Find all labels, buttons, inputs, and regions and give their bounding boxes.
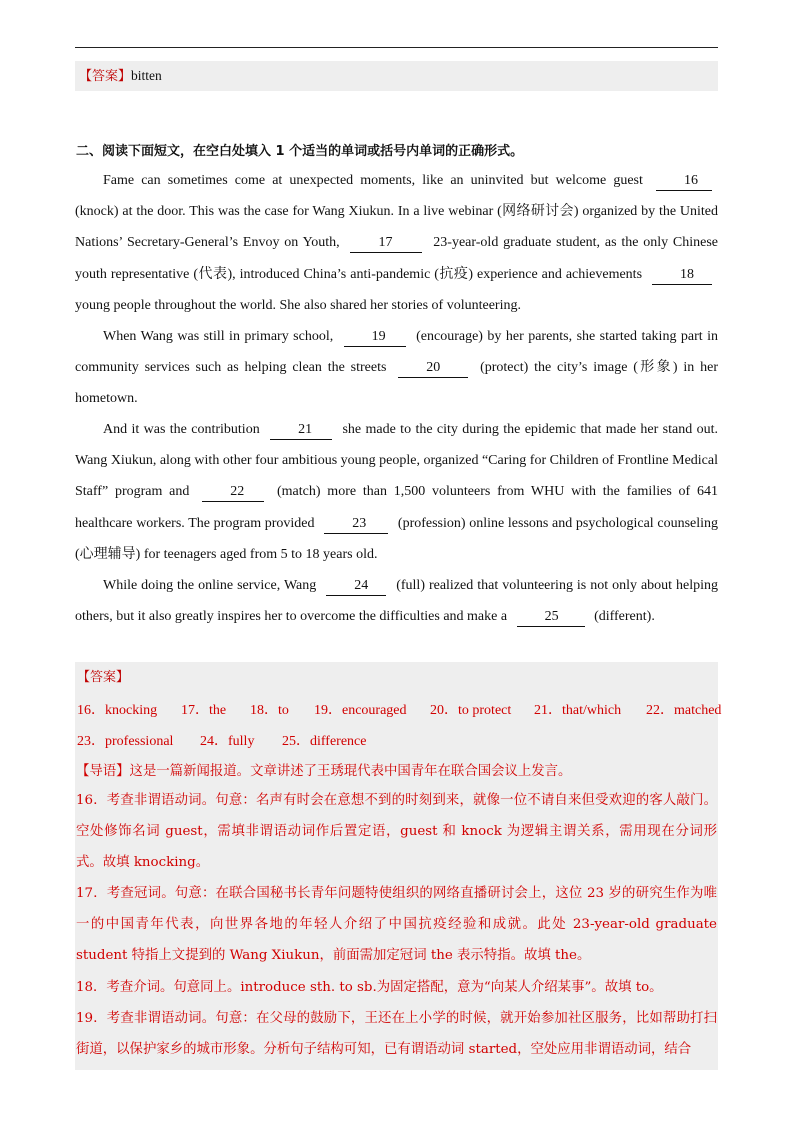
text: (knock) at the door. This was the case for Wang Xiukun. In a live webinar (网络研讨会) organized by the United Nations’ Secretary-General’s Envoy on Youth, [75, 204, 718, 251]
text: (protect) the city’s image (形象) in her hometown. [75, 360, 719, 407]
answer-22: 22．matched [646, 703, 722, 718]
text: (different). [594, 609, 655, 625]
answer-19: 19．encouraged [314, 703, 407, 718]
answer-17: 17．the [181, 703, 227, 718]
text: she made to the city during the epidemic that made her stand out. Wang Xiukun, along with other four ambitious young people, organized “Caring for Children of Frontline Medical Staff” program and [75, 422, 719, 500]
explanation-17: 17．考查冠词。句意：在联合国秘书长青年问题特使组织的网络直播研讨会上，这位 23 岁的研究生作为唯一的中国青年代表，向世界各地的年轻人介绍了中国抗疫经验和成就。此处 23-year-old graduate student 特指上文提到的 Wang Xiukun，前面需加定冠词 the 表示特指。故填 the。 [76, 886, 717, 964]
answer-25: 25．difference [282, 734, 367, 749]
paragraph-2 [75, 321, 718, 415]
explanation-16: 16．考查非谓语动词。句意：名声有时会在意想不到的时刻到来，就像一位不请自来但受欢迎的客人敲门。空处修饰名词 guest，需填非谓语动词作后置定语，guest 和 knock 为逻辑主谓关系，需用现在分词形式。故填 knocking。 [76, 793, 717, 871]
answer-24: 24．fully [200, 734, 255, 749]
answer-value: bitten [131, 68, 162, 83]
answer-label: 【答案】 [79, 69, 132, 84]
blank-19[interactable]: 19 [344, 328, 406, 347]
text: (full) realized that volunteering is not only about helping others, but it also greatly inspires her to overcome the difficulties and make a [75, 578, 719, 625]
explanation-18: 18．考查介词。句意同上。introduce sth. to sb.为固定搭配，意为“向某人介绍某事”。故填 to。 [76, 980, 663, 995]
explanation-19: 19．考查非谓语动词。句意：在父母的鼓励下，王还在上小学的时候，就开始参加社区服务，比如帮助打扫街道，以保护家乡的城市形象。分析句子结构可知，已有谓语动词 started，空处应用非谓语动词，结合 [76, 1011, 717, 1058]
answer-key-label [77, 669, 129, 687]
blank-25[interactable]: 25 [517, 608, 585, 627]
text: (match) more than 1,500 volunteers from WHU with the families of 641 healthcare workers. The program provided [75, 484, 719, 531]
section-title: 二、阅读下面短文，在空白处填入 1 个适当的单词或括号内单词的正确形式。 [76, 144, 524, 159]
answer-20: 20．to protect [430, 703, 512, 718]
previous-answer-box [75, 61, 718, 91]
blank-21[interactable]: 21 [270, 421, 332, 440]
answer-row-1 [77, 702, 721, 720]
text: Fame can sometimes come at unexpected moments, like an uninvited but welcome guest [103, 173, 643, 188]
answer-21: 21．that/which [534, 703, 622, 718]
answer-23: 23．professional [77, 734, 174, 749]
blank-22[interactable]: 22 [202, 483, 264, 502]
text: (encourage) by her parents, she started taking part in community services such as helping clean the streets [75, 329, 718, 376]
blank-18[interactable]: 18 [652, 266, 712, 285]
blank-24[interactable]: 24 [326, 577, 386, 596]
answer-label: 【答案】 [77, 670, 130, 685]
answer-16: 16．knocking [77, 703, 158, 718]
text: While doing the online service, Wang [103, 578, 317, 593]
header-rule [75, 47, 718, 48]
paragraph-3 [75, 414, 718, 570]
previous-answer [79, 68, 162, 85]
answer-row-2 [77, 733, 366, 751]
paragraph-1 [75, 165, 718, 321]
text: And it was the contribution [103, 422, 260, 437]
text: (profession) online lessons and psychological counseling (心理辅导) for teenagers aged from 5 to 18 years old. [75, 515, 719, 562]
blank-16[interactable]: 16 [656, 172, 712, 191]
answer-key-box [75, 662, 722, 1070]
blank-20[interactable]: 20 [398, 359, 468, 378]
text: young people throughout the world. She also shared her stories of volunteering. [75, 297, 521, 313]
guide-text: 【导语】这是一篇新闻报道。文章讲述了王琇琨代表中国青年在联合国会议上发言。 [76, 764, 572, 779]
blank-17[interactable]: 17 [350, 234, 422, 253]
answer-18: 18．to [250, 703, 289, 718]
text: When Wang was still in primary school, [103, 329, 334, 344]
text: 23-year-old graduate student, as the only Chinese youth representative (代表), introduced China’s anti-pandemic (抗疫) experience and achievements [75, 235, 719, 282]
blank-23[interactable]: 23 [324, 515, 388, 534]
paragraph-4 [75, 570, 718, 632]
